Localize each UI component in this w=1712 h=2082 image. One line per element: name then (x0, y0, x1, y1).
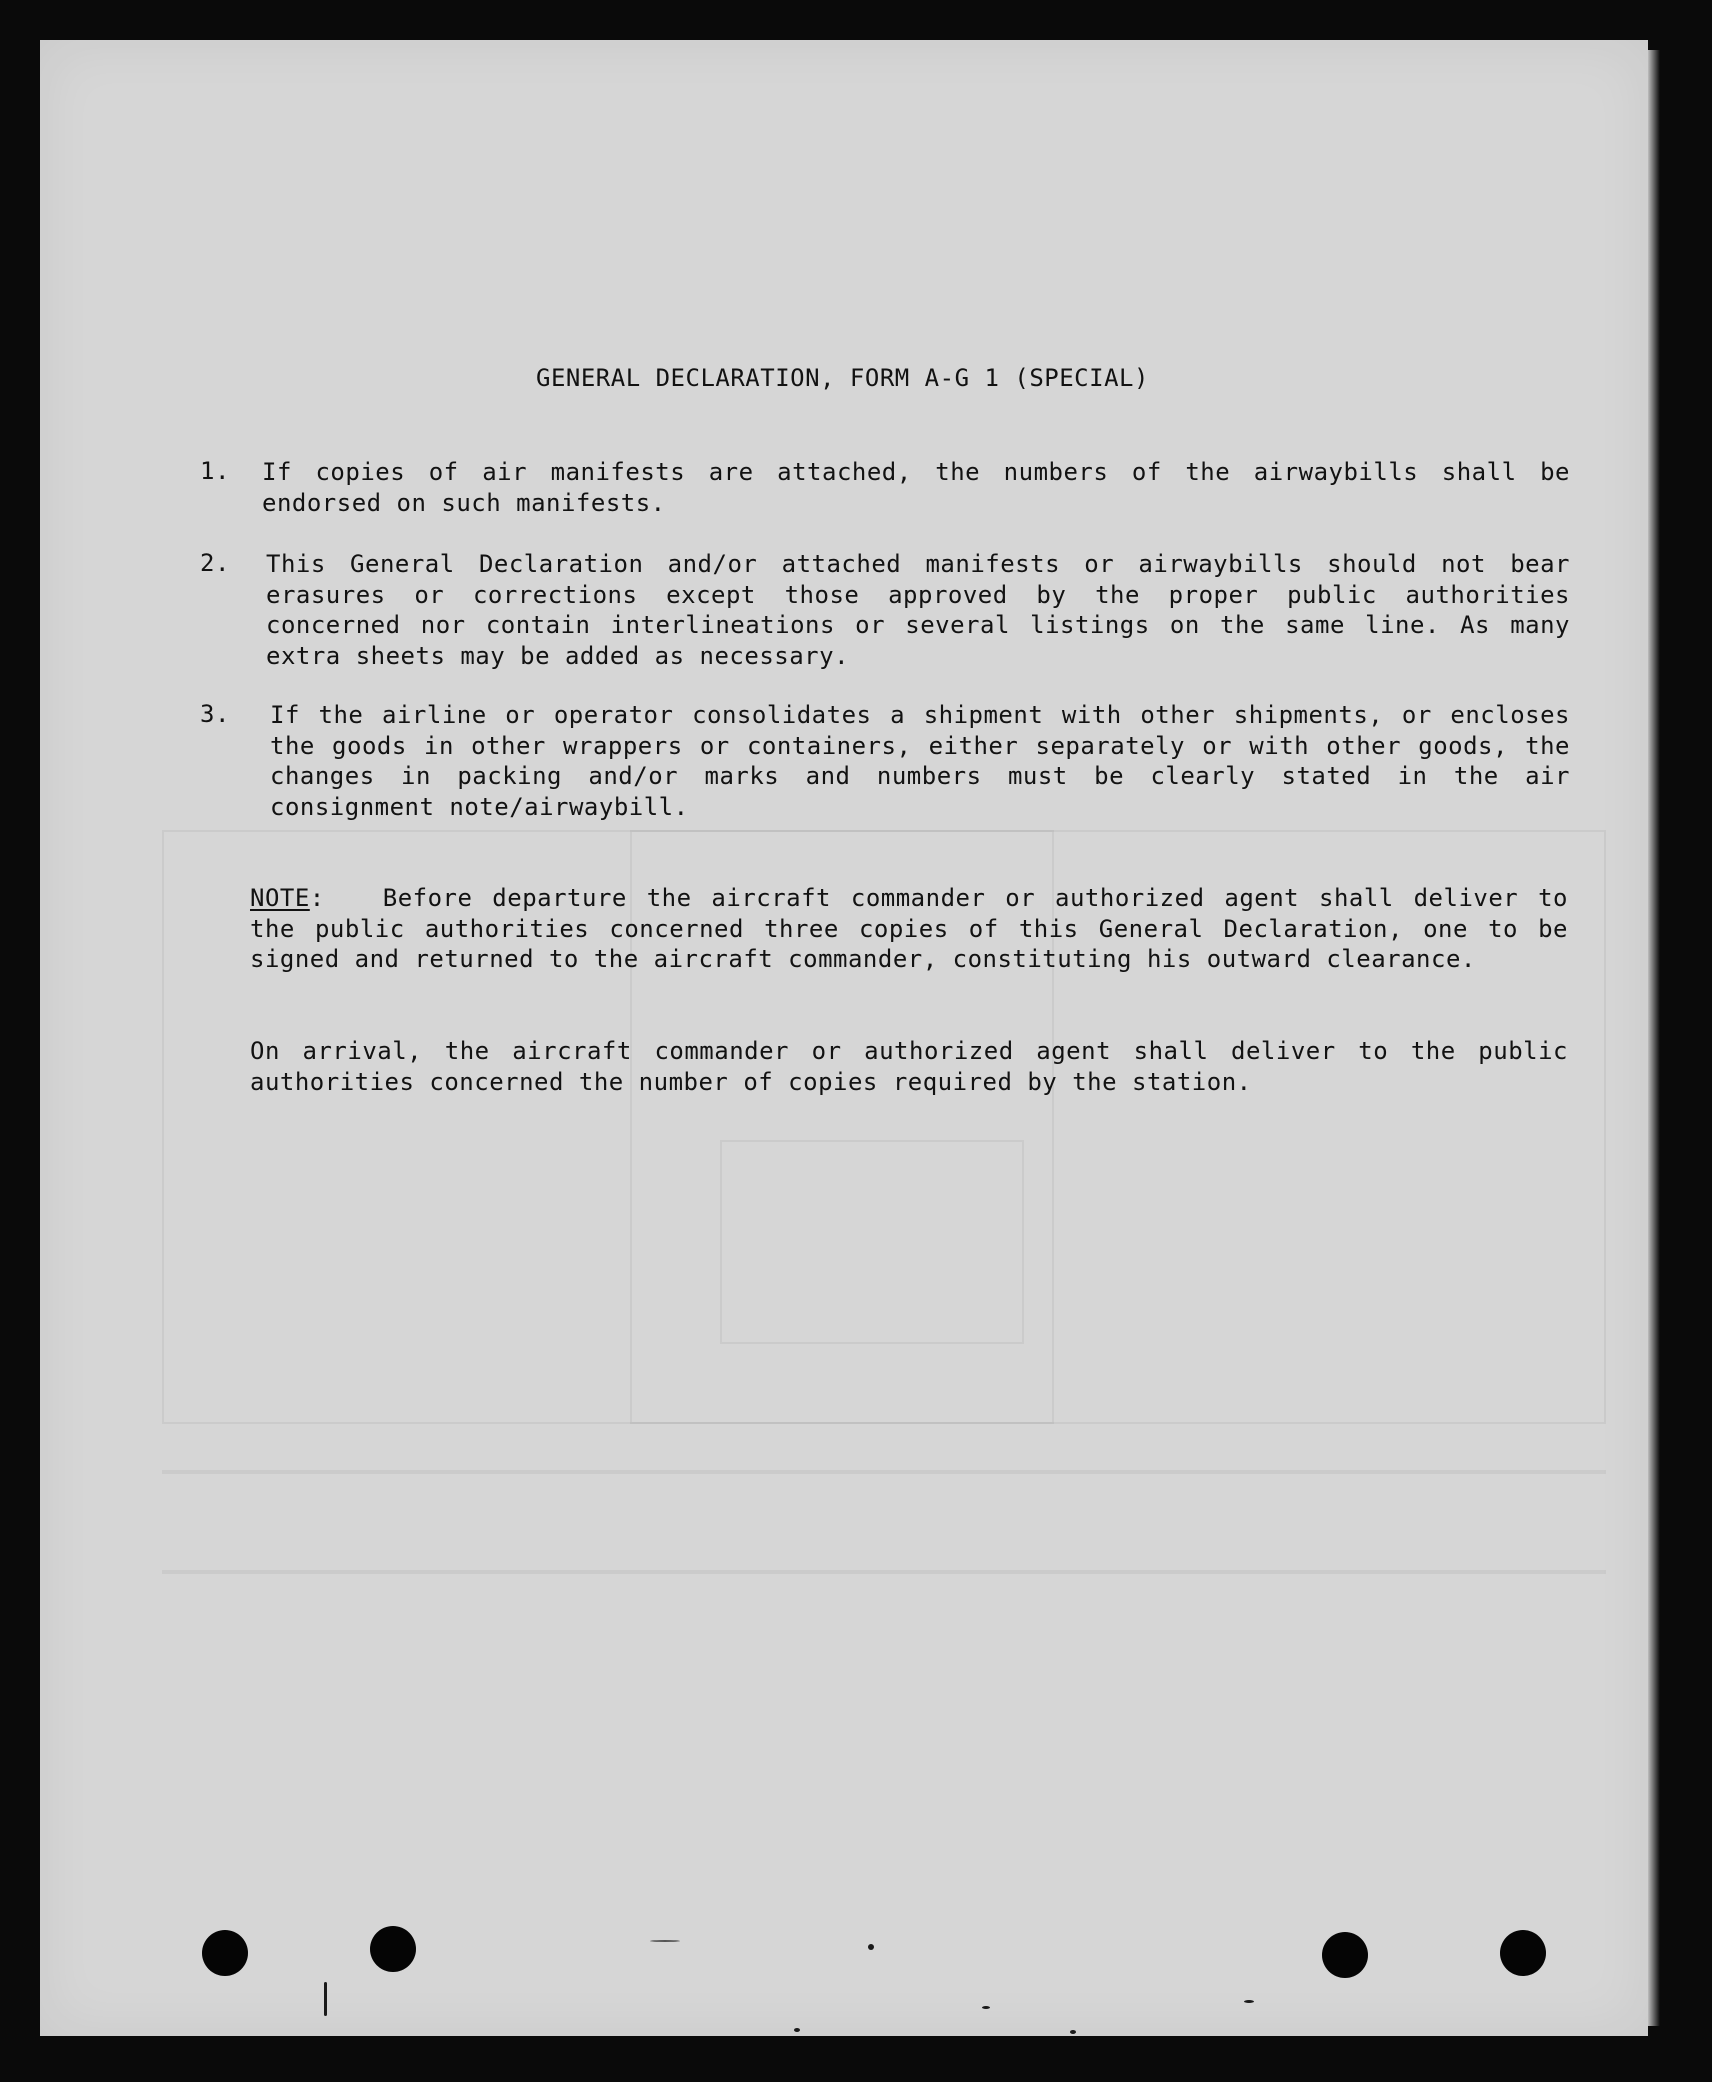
list-item (200, 549, 1570, 671)
scan-speck (982, 2006, 990, 2009)
bleed-through-rule (162, 1470, 1606, 1474)
paper-sheet (40, 40, 1648, 2036)
page-title: GENERAL DECLARATION, FORM A-G 1 (SPECIAL) (536, 364, 1149, 392)
list-item (200, 457, 1570, 518)
note-text: Before departure the aircraft commander or authorized agent shall deliver to the public authorities concerned three copies of this General Declaration, one to be signed and returned to the aircraft commander, constituting his outward clearance. (250, 884, 1568, 973)
arrival-paragraph: On arrival, the aircraft commander or authorized agent shall deliver to the public authorities concerned the number of copies required by the station. (250, 1037, 1568, 1096)
note-paragraph (250, 883, 1568, 975)
scan-speck (1244, 2000, 1254, 2003)
item-text: If copies of air manifests are attached, the numbers of the airwaybills shall be endorsed on such manifests. (262, 458, 1570, 517)
item-text: If the airline or operator consolidates a shipment with other shipments, or encloses the goods in other wrappers or containers, either separately or with other goods, the changes in packing and/or marks and numbers must be clearly stated in the air consignment note/airwaybill. (270, 701, 1570, 821)
scan-speck (794, 2028, 800, 2032)
note-label: NOTE (250, 884, 310, 912)
note-separator: : (309, 884, 325, 912)
list-item (200, 700, 1570, 822)
item-number: 3. (200, 700, 230, 728)
item-number: 1. (200, 457, 230, 485)
bleed-through-rule (162, 1570, 1606, 1574)
punch-hole (370, 1926, 416, 1972)
item-text: This General Declaration and/or attached manifests or airwaybills should not bear erasures or corrections except those approved by the proper public authorities concerned nor contain interlineations or several listings on the same line. As many extra sheets may be added as necessary. (266, 550, 1570, 670)
scan-speck (650, 1940, 680, 1942)
punch-hole (202, 1930, 248, 1976)
punch-hole (1500, 1930, 1546, 1976)
scan-speck (868, 1944, 874, 1950)
bleed-through-cell (720, 1140, 1024, 1344)
item-number: 2. (200, 549, 230, 577)
scan-speck (1070, 2030, 1076, 2034)
punch-hole (1322, 1932, 1368, 1978)
scan-speck (324, 1982, 327, 2016)
